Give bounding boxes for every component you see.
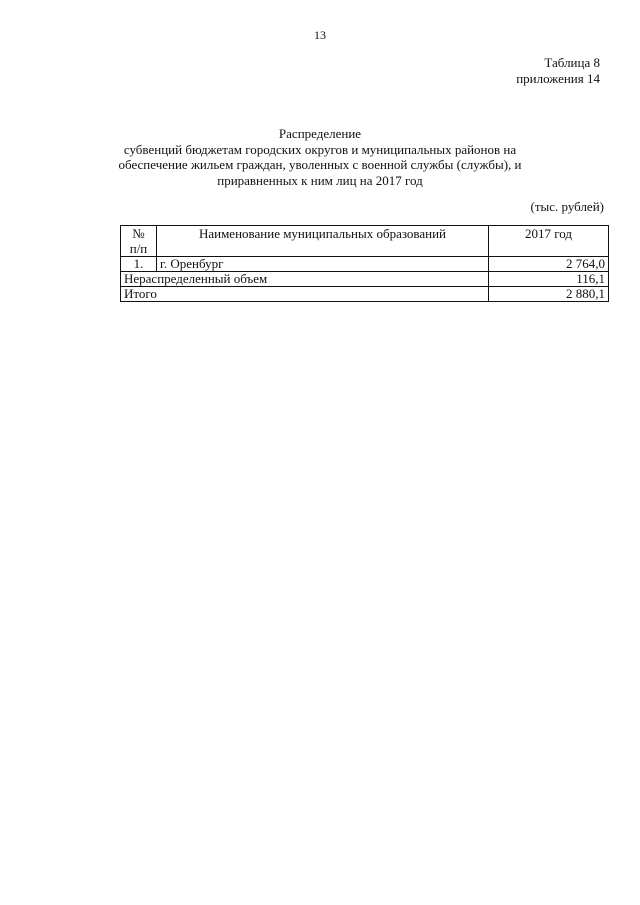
row-name: г. Оренбург (157, 257, 489, 272)
header-number-line-2: п/п (129, 241, 148, 256)
row-number: 1. (121, 257, 157, 272)
title-line-3: обеспечение жильем граждан, уволенных с военной службы (службы), и (118, 157, 522, 172)
header-number-line-1: № (132, 226, 145, 241)
table-header-row (121, 226, 609, 257)
total-row (121, 287, 609, 302)
page-number: 13 (314, 28, 326, 42)
annex-table-label: Таблица 8 (544, 55, 600, 70)
title-line-4: приравненных к ним лиц на 2017 год (217, 172, 423, 188)
document-title (100, 126, 540, 188)
header-year: 2017 год (489, 226, 609, 257)
total-value: 2 880,1 (489, 287, 609, 302)
unallocated-row (121, 272, 609, 287)
total-label: Итого (121, 287, 489, 302)
annex-appendix-label: приложения 14 (516, 71, 600, 86)
unallocated-value: 116,1 (489, 272, 609, 287)
table-row (121, 257, 609, 272)
unallocated-label: Нераспределенный объем (121, 272, 489, 287)
distribution-table (120, 225, 609, 302)
row-value: 2 764,0 (489, 257, 609, 272)
title-line-1: Распределение (278, 126, 362, 141)
units-label: (тыс. рублей) (530, 199, 604, 214)
annex-reference (516, 55, 600, 87)
title-line-2: субвенций бюджетам городских округов и муниципальных районов на (123, 141, 517, 157)
header-number (121, 226, 157, 257)
header-name: Наименование муниципальных образований (157, 226, 489, 257)
